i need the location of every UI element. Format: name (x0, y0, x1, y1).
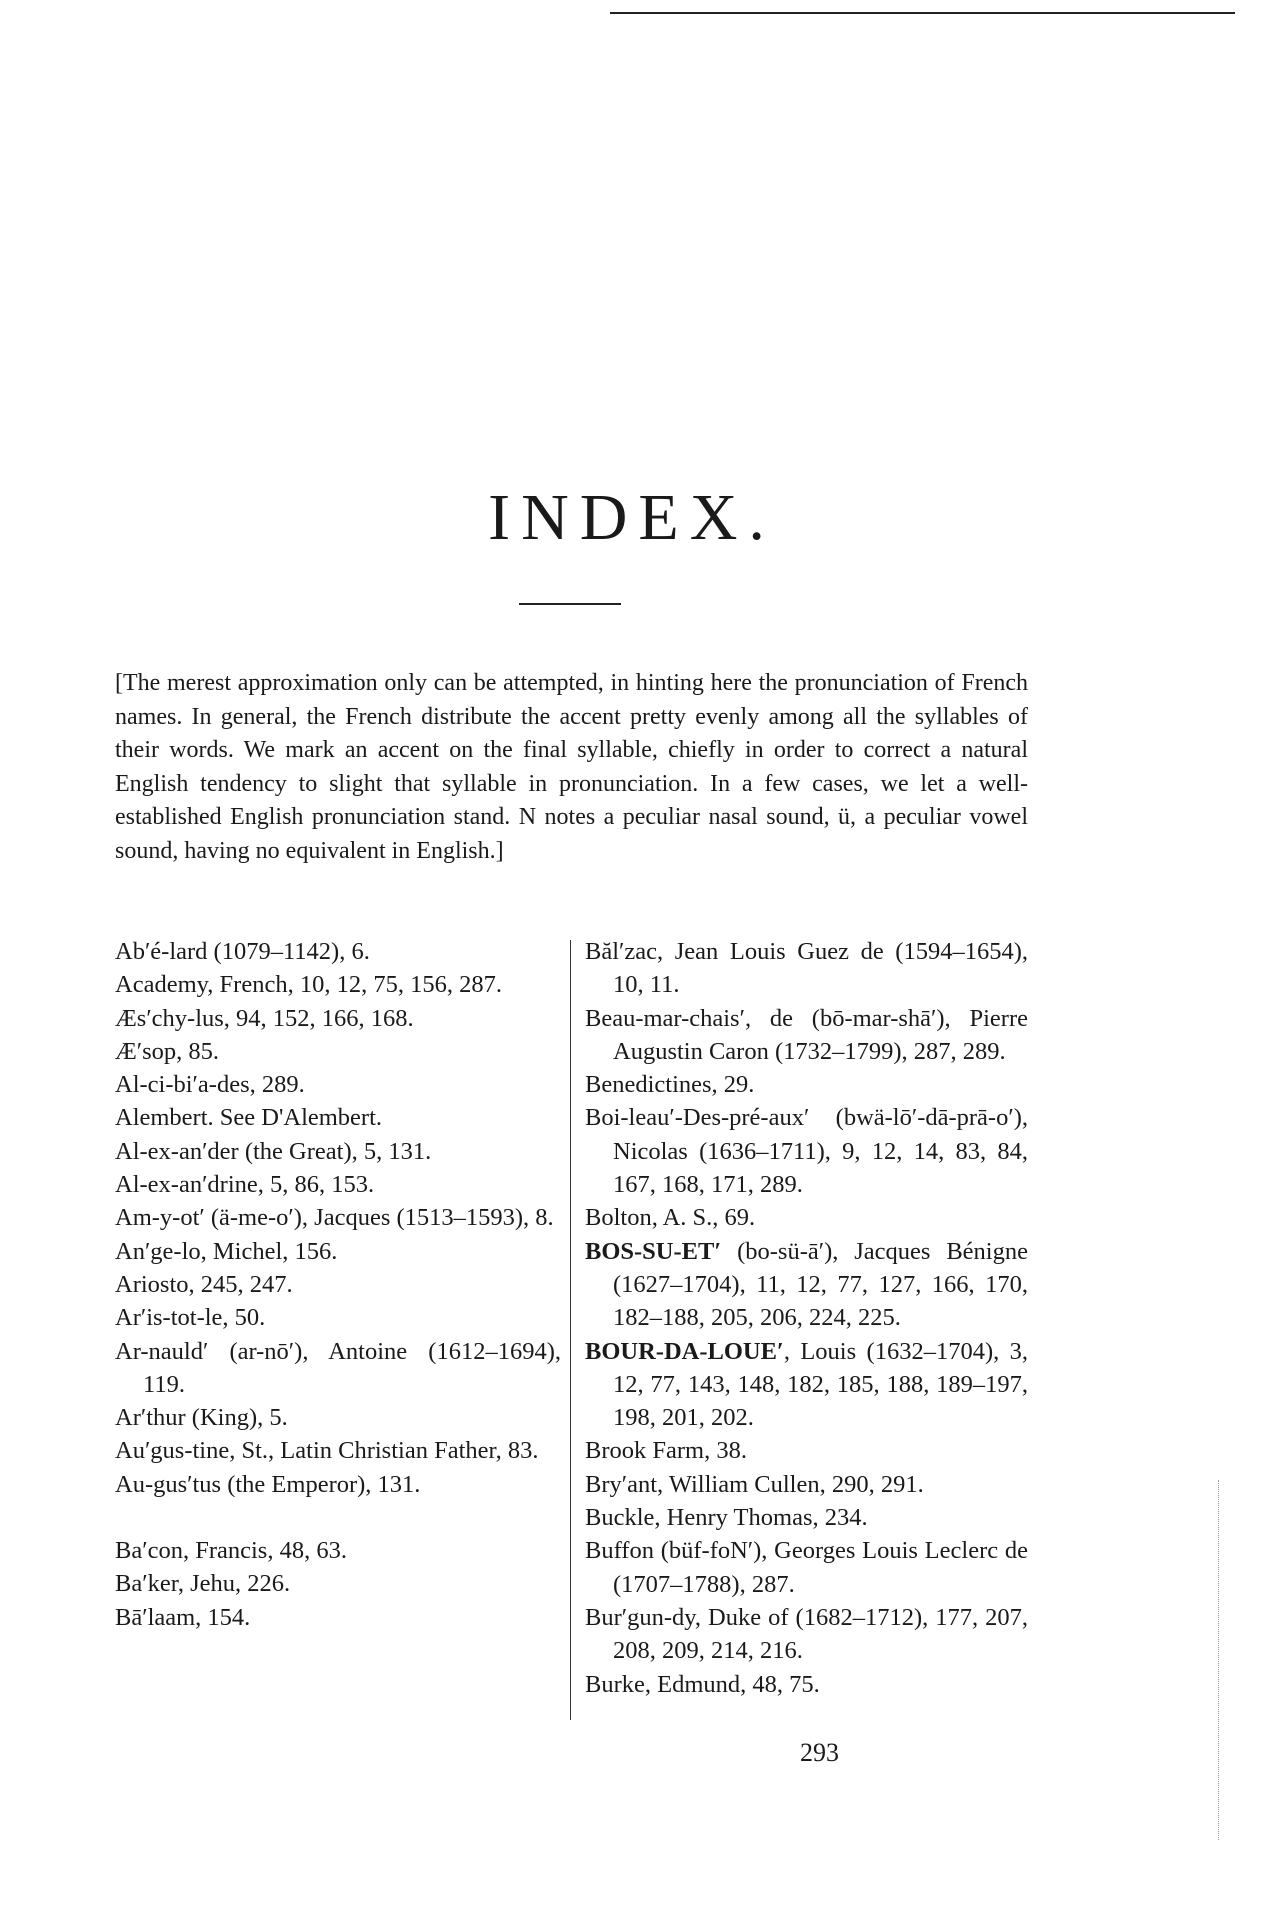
index-entry: Boi-leau′-Des-pré-aux′ (bwä-lō′-dā-prā-o′), Nicolas (1636–1711), 9, 12, 14, 83, 84, 167, 168, 171, 289. (585, 1104, 1028, 1199)
page-number: 293 (800, 1738, 839, 1767)
index-entry: Au′gus-tine, St., Latin Christian Father, 83. (115, 1437, 539, 1465)
index-entry: Al-ex-an′der (the Great), 5, 131. (115, 1137, 432, 1165)
top-rule (610, 12, 1235, 14)
index-entry: Alembert. See D'Alembert. (115, 1104, 383, 1132)
index-entry: Buffon (büf-foN′), Georges Louis Leclerc de (1707–1788), 287. (585, 1537, 1028, 1598)
index-entry: Æ′sop, 85. (115, 1037, 220, 1065)
entry-headword: BOS-SU-ET′ (585, 1237, 722, 1265)
title-rule (519, 603, 621, 605)
index-entry: Băl′zac, Jean Louis Guez de (1594–1654), 10, 11. (585, 938, 1028, 999)
index-entry: Ba′con, Francis, 48, 63. (115, 1537, 347, 1565)
index-entry: Æs′chy-lus, 94, 152, 166, 168. (115, 1004, 414, 1032)
index-entry: Buckle, Henry Thomas, 234. (585, 1504, 868, 1532)
index-entry: Ariosto, 245, 247. (115, 1270, 293, 1298)
entry-text: , Louis (1632–1704), 3, 12, 77, 143, 148, 182, 185, 188, 189–197, 198, 201, 202. (613, 1337, 1028, 1432)
column-divider (570, 940, 571, 1720)
index-entry: Au-gus′tus (the Emperor), 131. (115, 1470, 421, 1498)
index-column-right (585, 935, 1028, 1701)
intro-note: [The merest approximation only can be attempted, in hinting here the pronunciation of French names. In general, the French distribute the accent pretty evenly among all the syllables of their words. We mark an accent on the final syllable, chiefly in order to correct a natural English tendency to slight that syllable in pronunciation. In a few cases, we let a well-established English pronunciation stand. N notes a peculiar nasal sound, ü, a peculiar vowel sound, having no equivalent in English.] (115, 670, 1028, 864)
index-entry: Al-ex-an′drine, 5, 86, 153. (115, 1171, 375, 1199)
index-entry: Ba′ker, Jehu, 226. (115, 1570, 291, 1598)
index-entry: Brook Farm, 38. (585, 1437, 747, 1465)
index-entry: Al-ci-bi′a-des, 289. (115, 1071, 305, 1099)
index-entry: Am-y-ot′ (ä-me-o′), Jacques (1513–1593), 8. (115, 1204, 554, 1232)
index-entry: Ar′is-tot-le, 50. (115, 1304, 266, 1332)
margin-dots (1218, 1480, 1221, 1840)
index-entry: Bā′laam, 154. (115, 1603, 251, 1631)
page-title: INDEX. (488, 481, 776, 554)
index-entry: Ab′é-lard (1079–1142), 6. (115, 938, 370, 965)
index-entry: Burke, Edmund, 48, 75. (585, 1670, 820, 1698)
index-entry-bourdaloue (585, 1335, 1028, 1435)
index-entry: Bolton, A. S., 69. (585, 1204, 756, 1232)
index-entry: An′ge-lo, Michel, 156. (115, 1237, 338, 1265)
section-gap (115, 1501, 561, 1534)
index-entry: Beau-mar-chais′, de (bō-mar-shā′), Pierre Augustin Caron (1732–1799), 287, 289. (585, 1004, 1028, 1065)
index-column-left (115, 935, 561, 1634)
index-entry: Bur′gun-dy, Duke of (1682–1712), 177, 207, 208, 209, 214, 216. (585, 1603, 1028, 1665)
index-entry: Ar-nauld′ (ar-nō′), Antoine (1612–1694), 119. (115, 1337, 561, 1398)
entry-headword: BOUR-DA-LOUE′ (585, 1337, 784, 1365)
index-entry: Bry′ant, William Cullen, 290, 291. (585, 1470, 924, 1498)
index-entry: Benedictines, 29. (585, 1071, 755, 1099)
index-entry: Academy, French, 10, 12, 75, 156, 287. (115, 971, 502, 999)
index-entry: Ar′thur (King), 5. (115, 1404, 288, 1432)
index-entry-bossuet (585, 1235, 1028, 1335)
entry-text: (bo-sü-ā′), Jacques Bénigne (1627–1704), 11, 12, 77, 127, 166, 170, 182–188, 205, 206, 224, 225. (613, 1237, 1028, 1332)
